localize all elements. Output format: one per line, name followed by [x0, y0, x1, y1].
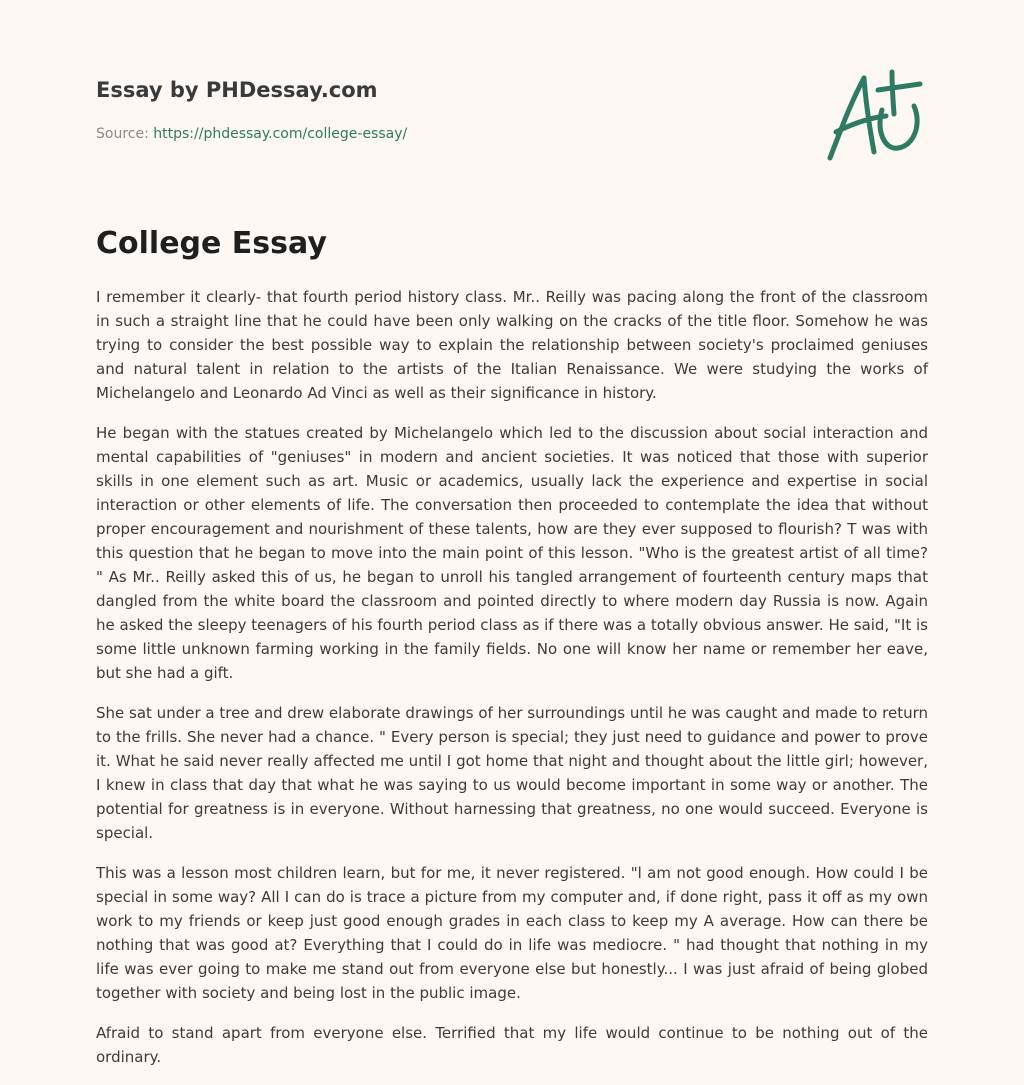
source-label: Source:: [96, 126, 149, 142]
essay-paragraph: This was a lesson most children learn, but for me, it never registered. "l am not good enough. How could I be special in some way? All I can do is trace a picture from my computer and, if done right, pass it off as my own work to my friends or keep just good enough grades in each class to keep my A average. How can there be nothing that was good at? Everything that I could do in life was mediocre. " had thought that nothing in my life was ever going to make me stand out from everyone else but honestly... I was just afraid of being globed together with society and being lost in the public image.: [96, 864, 928, 1002]
essay-paragraph: I remember it clearly- that fourth period history class. Mr.. Reilly was pacing along the front of the classroom in such a straight line that he could have been only walking on the cracks of the title floor. Somehow he was trying to consider the best possible way to explain the relationship between society's proclaimed geniuses and natural talent in relation to the artists of the Italian Renaissance. We were studying the works of Michelangelo and Leonardo Ad Vinci as well as their significance in history.: [96, 288, 928, 402]
a-plus-grade-icon: [822, 66, 928, 166]
essay-title: College Essay: [96, 226, 327, 261]
site-title: Essay by PHDessay.com: [96, 78, 378, 102]
essay-paragraph: She sat under a tree and drew elaborate drawings of her surroundings until he was caught and made to return to the frills. She never had a chance. " Every person is special; they just need to guidance and power to prove it. What he said never really affected me until I got home that night and thought about the little girl; however, I knew in class that day that what he was saying to us would become important in some way or another. The potential for greatness is in everyone. Without harnessing that greatness, no one would succeed. Everyone is special.: [96, 704, 928, 842]
source-line: [96, 124, 928, 144]
document-header: [96, 76, 928, 144]
essay-paragraph: He began with the statues created by Michelangelo which led to the discussion about social interaction and mental capabilities of "geniuses" in modern and ancient societies. It was noticed that those with superior skills in one element such as art. Music or academics, usually lack the experience and expertise in social interaction or other elements of life. The conversation then proceeded to contemplate the idea that without proper encouragement and nourishment of these talents, how are they ever supposed to flourish? T was with this question that he began to move into the main point of this lesson. "Who is the greatest artist of all time? " As Mr.. Reilly asked this of us, he began to unroll his tangled arrangement of fourteenth century maps that dangled from the white board the classroom and pointed directly to where modern day Russia is now. Again he asked the sleepy teenagers of his fourth period class as if there was a totally obvious answer. He said, "It is some little unknown farming working in the family fields. No one will know her name or remember her eave, but she had a gift.: [96, 424, 928, 682]
source-link[interactable]: https://phdessay.com/college-essay/: [153, 126, 408, 142]
essay-body: [96, 285, 928, 1085]
essay-paragraph: Afraid to stand apart from everyone else. Terrified that my life would continue to be nothing out of the ordinary.: [96, 1024, 928, 1066]
